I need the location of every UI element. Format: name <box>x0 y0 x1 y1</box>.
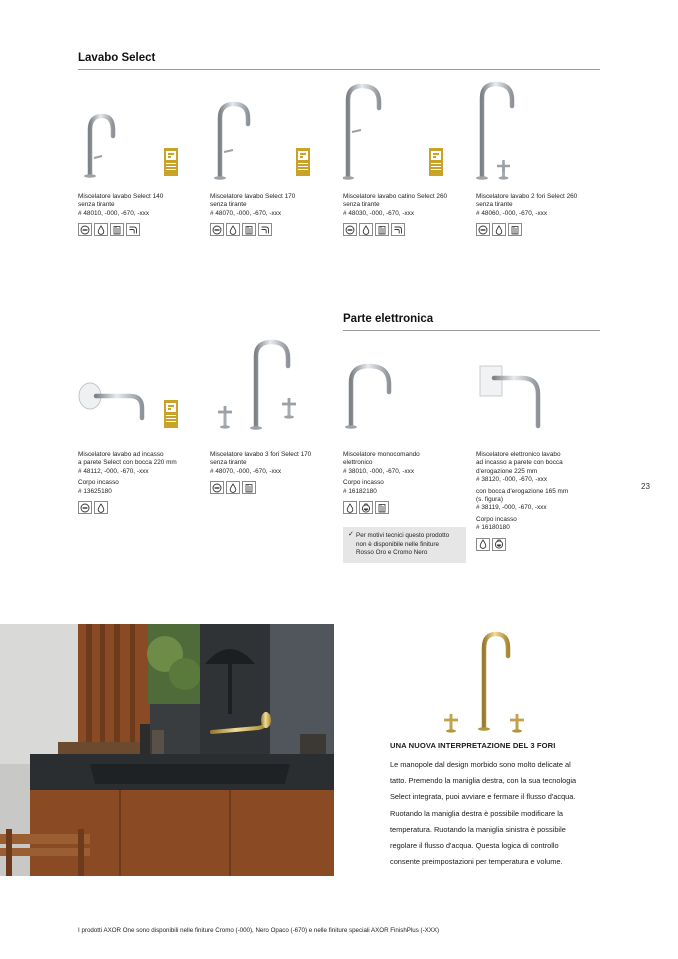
product-code: # 38010, -000, -670, -xxx <box>343 467 415 475</box>
product-card-48060[interactable] <box>476 80 601 236</box>
design-award-badge <box>429 148 443 176</box>
product-image <box>210 338 335 448</box>
feature-line: consente preimpostazioni per temperatura e volume. <box>390 857 563 867</box>
spout-icon <box>126 223 140 236</box>
spout-icon <box>391 223 405 236</box>
product-subtitle: senza tirante <box>343 201 380 209</box>
product-image <box>476 80 601 190</box>
product-name-line2: elettronico <box>343 459 373 467</box>
flow-limiter-icon <box>110 223 124 236</box>
water-drop-icon <box>226 481 240 494</box>
eco-icon <box>210 223 224 236</box>
flow-limiter-icon <box>508 223 522 236</box>
product-code: # 38120, -000, -670, -xxx <box>476 476 548 484</box>
design-award-badge <box>164 400 178 428</box>
section-divider <box>343 330 600 331</box>
product-card-38010[interactable] <box>343 338 468 514</box>
product-name: Miscelatore lavabo catino Select 260 <box>343 193 448 200</box>
availability-note <box>343 527 466 563</box>
feature-line: Le manopole dal design morbido sono molto delicate al <box>390 760 571 769</box>
design-award-badge <box>164 148 178 176</box>
spout-icon <box>258 223 272 236</box>
design-award-badge <box>296 148 310 176</box>
rough-in-code: # 16180180 <box>476 524 510 532</box>
rough-in-label: Corpo incasso <box>476 515 517 523</box>
rough-in-label: Corpo incasso <box>343 479 384 487</box>
product-card-48030[interactable] <box>343 80 468 236</box>
product-card-48112[interactable] <box>78 338 203 514</box>
flow-limiter-icon <box>242 481 256 494</box>
water-drop-icon <box>226 223 240 236</box>
section-title-lavabo-select: Lavabo Select <box>78 52 156 64</box>
product-name: Miscelatore lavabo ad incasso <box>78 451 164 458</box>
feature-line: temperatura. Ruotando la maniglia sinistra è possibile <box>390 824 566 834</box>
product-image <box>476 338 601 448</box>
product-card-48070[interactable] <box>210 80 335 236</box>
water-drop-icon <box>94 501 108 514</box>
bathroom-photo <box>0 624 334 876</box>
product-subtitle: senza tirante <box>78 201 115 209</box>
eco-icon <box>343 223 357 236</box>
product-card-38120[interactable] <box>476 338 601 551</box>
note-line-1: Per motivi tecnici questo prodotto <box>356 532 450 539</box>
product-code: # 48010, -000, -670, -xxx <box>78 209 150 217</box>
product-name: Miscelatore elettronico lavabo <box>476 451 561 458</box>
water-drop-icon <box>94 223 108 236</box>
feature-description <box>390 757 620 870</box>
product-image <box>78 338 203 448</box>
variant-note: (s. figura) <box>476 496 503 504</box>
product-name: Miscelatore monocomando <box>343 451 420 458</box>
feature-line: Ruotando la maniglia destra è possibile modificare la <box>390 808 563 818</box>
note-line-2: non è disponibile nelle finiture <box>356 540 439 548</box>
rough-in-label: Corpo incasso <box>78 479 119 487</box>
gold-faucet-image <box>432 628 542 738</box>
product-name-line2: ad incasso a parete con bocca <box>476 459 563 467</box>
flow-limiter-icon <box>375 223 389 236</box>
product-subtitle: senza tirante <box>210 201 247 209</box>
eco-icon <box>78 223 92 236</box>
water-drop-icon <box>476 538 490 551</box>
variant-code: # 38119, -000, -670, -xxx <box>476 504 547 512</box>
sensor-icon <box>492 538 506 551</box>
variant-label: con bocca d'erogazione 165 mm <box>476 487 569 495</box>
feature-heading: UNA NUOVA INTERPRETAZIONE DEL 3 FORI <box>390 741 556 750</box>
check-icon: ✓ <box>348 531 354 538</box>
product-name-line3: d'erogazione 225 mm <box>476 467 538 475</box>
section-divider <box>78 69 600 70</box>
water-drop-icon <box>359 223 373 236</box>
product-code: # 48030, -000, -670, -xxx <box>343 209 415 217</box>
section-title-parte-elettronica: Parte elettronica <box>343 313 434 325</box>
water-drop-icon <box>492 223 506 236</box>
product-code: # 48070, -000, -670, -xxx <box>210 467 282 475</box>
eco-icon <box>210 481 224 494</box>
product-subtitle: senza tirante <box>476 201 513 209</box>
product-image <box>210 80 335 190</box>
rough-in-code: # 13625180 <box>78 487 112 495</box>
product-image <box>343 80 468 190</box>
product-card-48010[interactable] <box>78 80 203 236</box>
product-name-line2: senza tirante <box>210 459 247 467</box>
product-code: # 48112, -000, -670, -xxx <box>78 467 149 475</box>
eco-icon <box>476 223 490 236</box>
flow-limiter-icon <box>242 223 256 236</box>
product-code: # 48060, -000, -670, -xxx <box>476 209 548 217</box>
product-image <box>78 80 203 190</box>
product-name: Miscelatore lavabo Select 170 <box>210 193 296 200</box>
product-name: Miscelatore lavabo Select 140 <box>78 193 164 200</box>
product-name: Miscelatore lavabo 2 fori Select 260 <box>476 193 578 200</box>
feature-line: tatto. Premendo la maniglia destra, con la sua tecnologia <box>390 776 577 786</box>
note-line-3: Rosso Oro e Cromo Nero <box>356 549 428 557</box>
flow-limiter-icon <box>375 501 389 514</box>
feature-line: Select integrata, puoi avviare e fermare il flusso d'acqua. <box>390 792 576 802</box>
sensor-icon <box>359 501 373 514</box>
water-drop-icon <box>343 501 357 514</box>
page-number: 23 <box>641 482 650 491</box>
product-name-line2: a parete Select con bocca 220 mm <box>78 459 177 467</box>
finish-availability-footnote: I prodotti AXOR One sono disponibili nelle finiture Cromo (-000), Nero Opaco (-670) e nelle finiture speciali AXOR FinishPlus (-XXX) <box>78 927 440 934</box>
feature-line: regolare il flusso d'acqua. Questa logica di controllo <box>390 841 559 851</box>
rough-in-code: # 16182180 <box>343 487 377 495</box>
product-code: # 48070, -000, -670, -xxx <box>210 209 282 217</box>
product-name: Miscelatore lavabo 3 fori Select 170 <box>210 451 312 458</box>
eco-icon <box>78 501 92 514</box>
product-card-48070-3fori[interactable] <box>210 338 335 494</box>
product-image <box>343 338 468 448</box>
